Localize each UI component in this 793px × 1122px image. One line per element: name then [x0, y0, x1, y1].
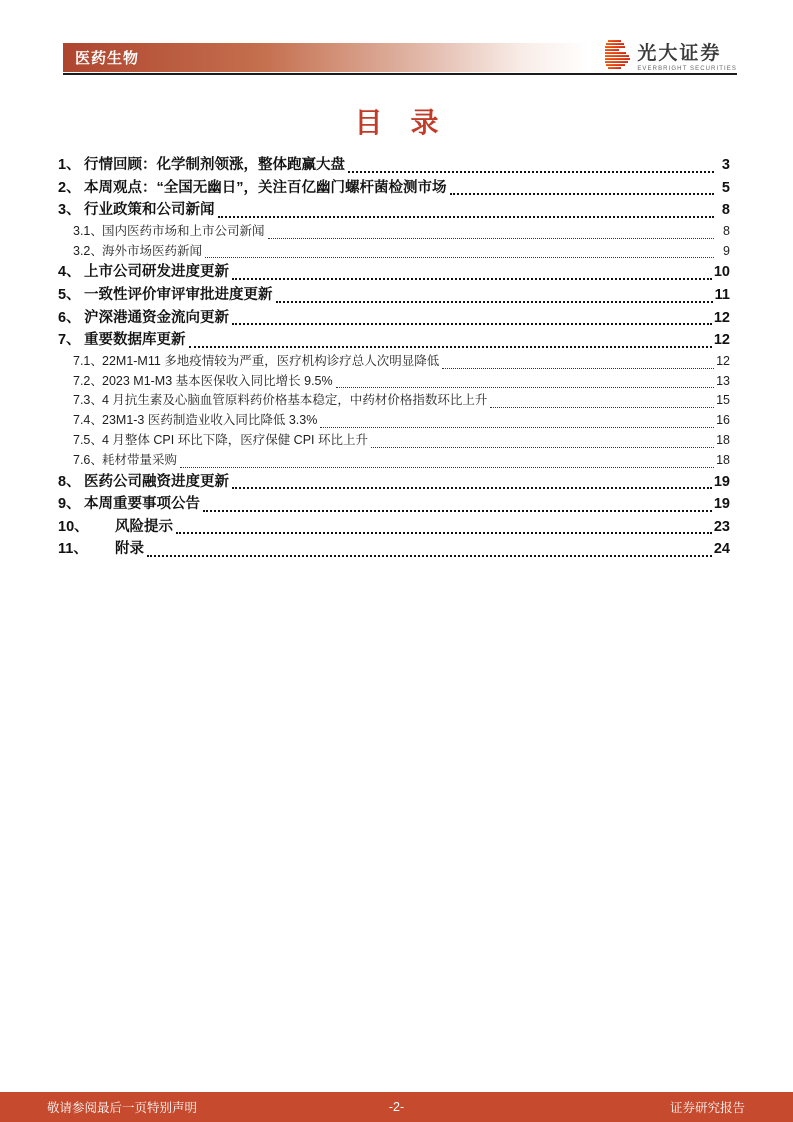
toc-entry-title: 沪深港通资金流向更新 — [84, 309, 229, 326]
toc-entry-number: 3.1、 — [73, 223, 103, 238]
toc-entry-5[interactable] — [58, 284, 730, 307]
toc-entry-number: 7.2、 — [73, 373, 103, 388]
toc-dotted-leader — [176, 532, 712, 534]
toc-entry-8[interactable] — [58, 471, 730, 494]
toc-entry-7[interactable] — [58, 329, 730, 352]
toc-entry-page: 11 — [714, 286, 730, 303]
toc-entry-title: 本周观点：“全国无幽日”，关注百亿幽门螺杆菌检测市场 — [84, 179, 447, 196]
toc-entry-3.1[interactable] — [58, 222, 730, 242]
toc-entry-number: 10、 — [58, 518, 89, 535]
toc-entry-page: 5 — [721, 179, 730, 196]
toc-dotted-leader — [490, 407, 714, 408]
toc-dotted-leader — [320, 427, 714, 428]
toc-entry-title: 医药公司融资进度更新 — [84, 473, 229, 490]
toc-entry-number: 3.2、 — [73, 243, 103, 258]
toc-entry-7.4[interactable] — [58, 411, 730, 431]
toc-entry-number: 7.1、 — [73, 353, 103, 368]
toc-entry-number: 2、 — [58, 179, 81, 196]
toc-entry-page: 24 — [713, 541, 730, 558]
toc-entry-page: 12 — [716, 353, 730, 368]
toc-entry-title: 国内医药市场和上市公司新闻 — [102, 223, 265, 238]
toc-entry-page: 12 — [713, 309, 730, 326]
footer-report-type: 证券研究报告 — [669, 1101, 745, 1115]
toc-entry-page: 3 — [721, 157, 730, 173]
toc-list — [58, 154, 730, 561]
page-footer — [0, 1092, 793, 1122]
toc-entry-title: 行业政策和公司新闻 — [84, 202, 215, 219]
toc-entry-4[interactable] — [58, 261, 730, 284]
toc-entry-page: 12 — [713, 332, 730, 349]
toc-entry-7.3[interactable] — [58, 391, 730, 411]
toc-entry-page: 19 — [713, 496, 730, 513]
toc-entry-7.5[interactable] — [58, 431, 730, 451]
toc-entry-title: 风险提示 — [115, 518, 173, 535]
brand-logo — [599, 40, 737, 76]
toc-entry-number: 7.4、 — [73, 413, 103, 428]
toc-entry-1[interactable] — [58, 154, 730, 177]
toc-dotted-leader — [336, 387, 714, 388]
toc-entry-title: 耗材带量采购 — [102, 452, 178, 467]
toc-entry-2[interactable] — [58, 177, 730, 200]
toc-entry-9[interactable] — [58, 493, 730, 516]
toc-entry-number: 7.3、 — [73, 393, 103, 408]
toc-dotted-leader — [147, 555, 712, 557]
toc-entry-6[interactable] — [58, 307, 730, 330]
header-divider — [63, 73, 737, 75]
toc-entry-number: 4、 — [58, 264, 81, 281]
toc-dotted-leader — [180, 467, 714, 468]
brand-name-cn: 光大证券 — [637, 43, 722, 64]
everbright-logo-icon — [605, 40, 630, 76]
toc-entry-number: 9、 — [58, 496, 81, 513]
toc-dotted-leader — [371, 447, 714, 448]
toc-entry-number: 5、 — [58, 286, 81, 303]
toc-entry-7.6[interactable] — [58, 451, 730, 471]
toc-entry-page: 8 — [723, 223, 730, 238]
toc-dotted-leader — [450, 193, 715, 195]
toc-dotted-leader — [232, 487, 712, 489]
toc-dotted-leader — [189, 346, 712, 348]
category-label: 医药生物 — [75, 50, 140, 67]
toc-entry-7.1[interactable] — [58, 352, 730, 372]
toc-dotted-leader — [442, 368, 714, 369]
toc-entry-page: 16 — [716, 413, 730, 428]
toc-entry-11[interactable] — [58, 538, 730, 561]
toc-entry-page: 13 — [716, 373, 730, 388]
toc-dotted-leader — [232, 278, 712, 280]
toc-entry-number: 1、 — [58, 157, 81, 173]
toc-entry-3.2[interactable] — [58, 242, 730, 262]
toc-dotted-leader — [205, 257, 714, 258]
toc-entry-title: 一致性评价审评审批进度更新 — [84, 286, 273, 303]
toc-entry-title: 4 月整体 CPI 环比下降，医疗保健 CPI 环比上升 — [102, 432, 368, 447]
toc-entry-page: 18 — [716, 432, 730, 447]
footer-disclaimer: 敬请参阅最后一页特别声明 — [47, 1101, 198, 1115]
toc-dotted-leader — [218, 216, 715, 218]
toc-entry-title: 重要数据库更新 — [84, 332, 186, 349]
toc-entry-page: 9 — [723, 243, 730, 258]
toc-entry-page: 8 — [721, 202, 730, 219]
page-number: -2- — [388, 1100, 405, 1114]
toc-entry-number: 6、 — [58, 309, 81, 326]
toc-entry-page: 15 — [716, 393, 730, 408]
toc-entry-number: 7.6、 — [73, 452, 103, 467]
toc-entry-number: 7.5、 — [73, 432, 103, 447]
toc-entry-title: 上市公司研发进度更新 — [84, 264, 229, 281]
toc-entry-title: 海外市场医药新闻 — [102, 243, 203, 258]
toc-title: 目 录 — [354, 107, 439, 138]
toc-entry-10[interactable] — [58, 516, 730, 539]
toc-entry-page: 10 — [713, 264, 730, 281]
toc-entry-3[interactable] — [58, 199, 730, 222]
toc-entry-title: 23M1-3 医药制造业收入同比降低 3.3% — [102, 413, 318, 428]
toc-dotted-leader — [203, 510, 712, 512]
toc-dotted-leader — [276, 301, 713, 303]
toc-entry-number: 8、 — [58, 473, 81, 490]
toc-entry-7.2[interactable] — [58, 372, 730, 392]
toc-entry-title: 2023 M1-M3 基本医保收入同比增长 9.5% — [102, 373, 333, 388]
toc-entry-number: 3、 — [58, 202, 81, 219]
toc-entry-title: 本周重要事项公告 — [84, 496, 200, 513]
toc-entry-title: 4 月抗生素及心脑血管原料药价格基本稳定，中药材价格指数环比上升 — [102, 393, 488, 408]
toc-entry-title: 附录 — [115, 541, 144, 558]
toc-entry-page: 19 — [713, 473, 730, 490]
toc-entry-title: 行情回顾：化学制剂领涨，整体跑赢大盘 — [84, 157, 345, 173]
toc-entry-number: 11、 — [58, 541, 88, 558]
brand-name-en: EVERBRIGHT SECURITIES — [637, 66, 737, 72]
brand-text — [637, 44, 737, 72]
toc-entry-title: 22M1-M11 多地疫情较为严重，医疗机构诊疗总人次明显降低 — [102, 353, 440, 368]
toc-entry-page: 23 — [713, 518, 730, 535]
toc-dotted-leader — [348, 171, 714, 173]
toc-entry-page: 18 — [716, 452, 730, 467]
toc-dotted-leader — [268, 238, 714, 239]
toc-dotted-leader — [232, 323, 712, 325]
toc-entry-number: 7、 — [58, 332, 81, 349]
